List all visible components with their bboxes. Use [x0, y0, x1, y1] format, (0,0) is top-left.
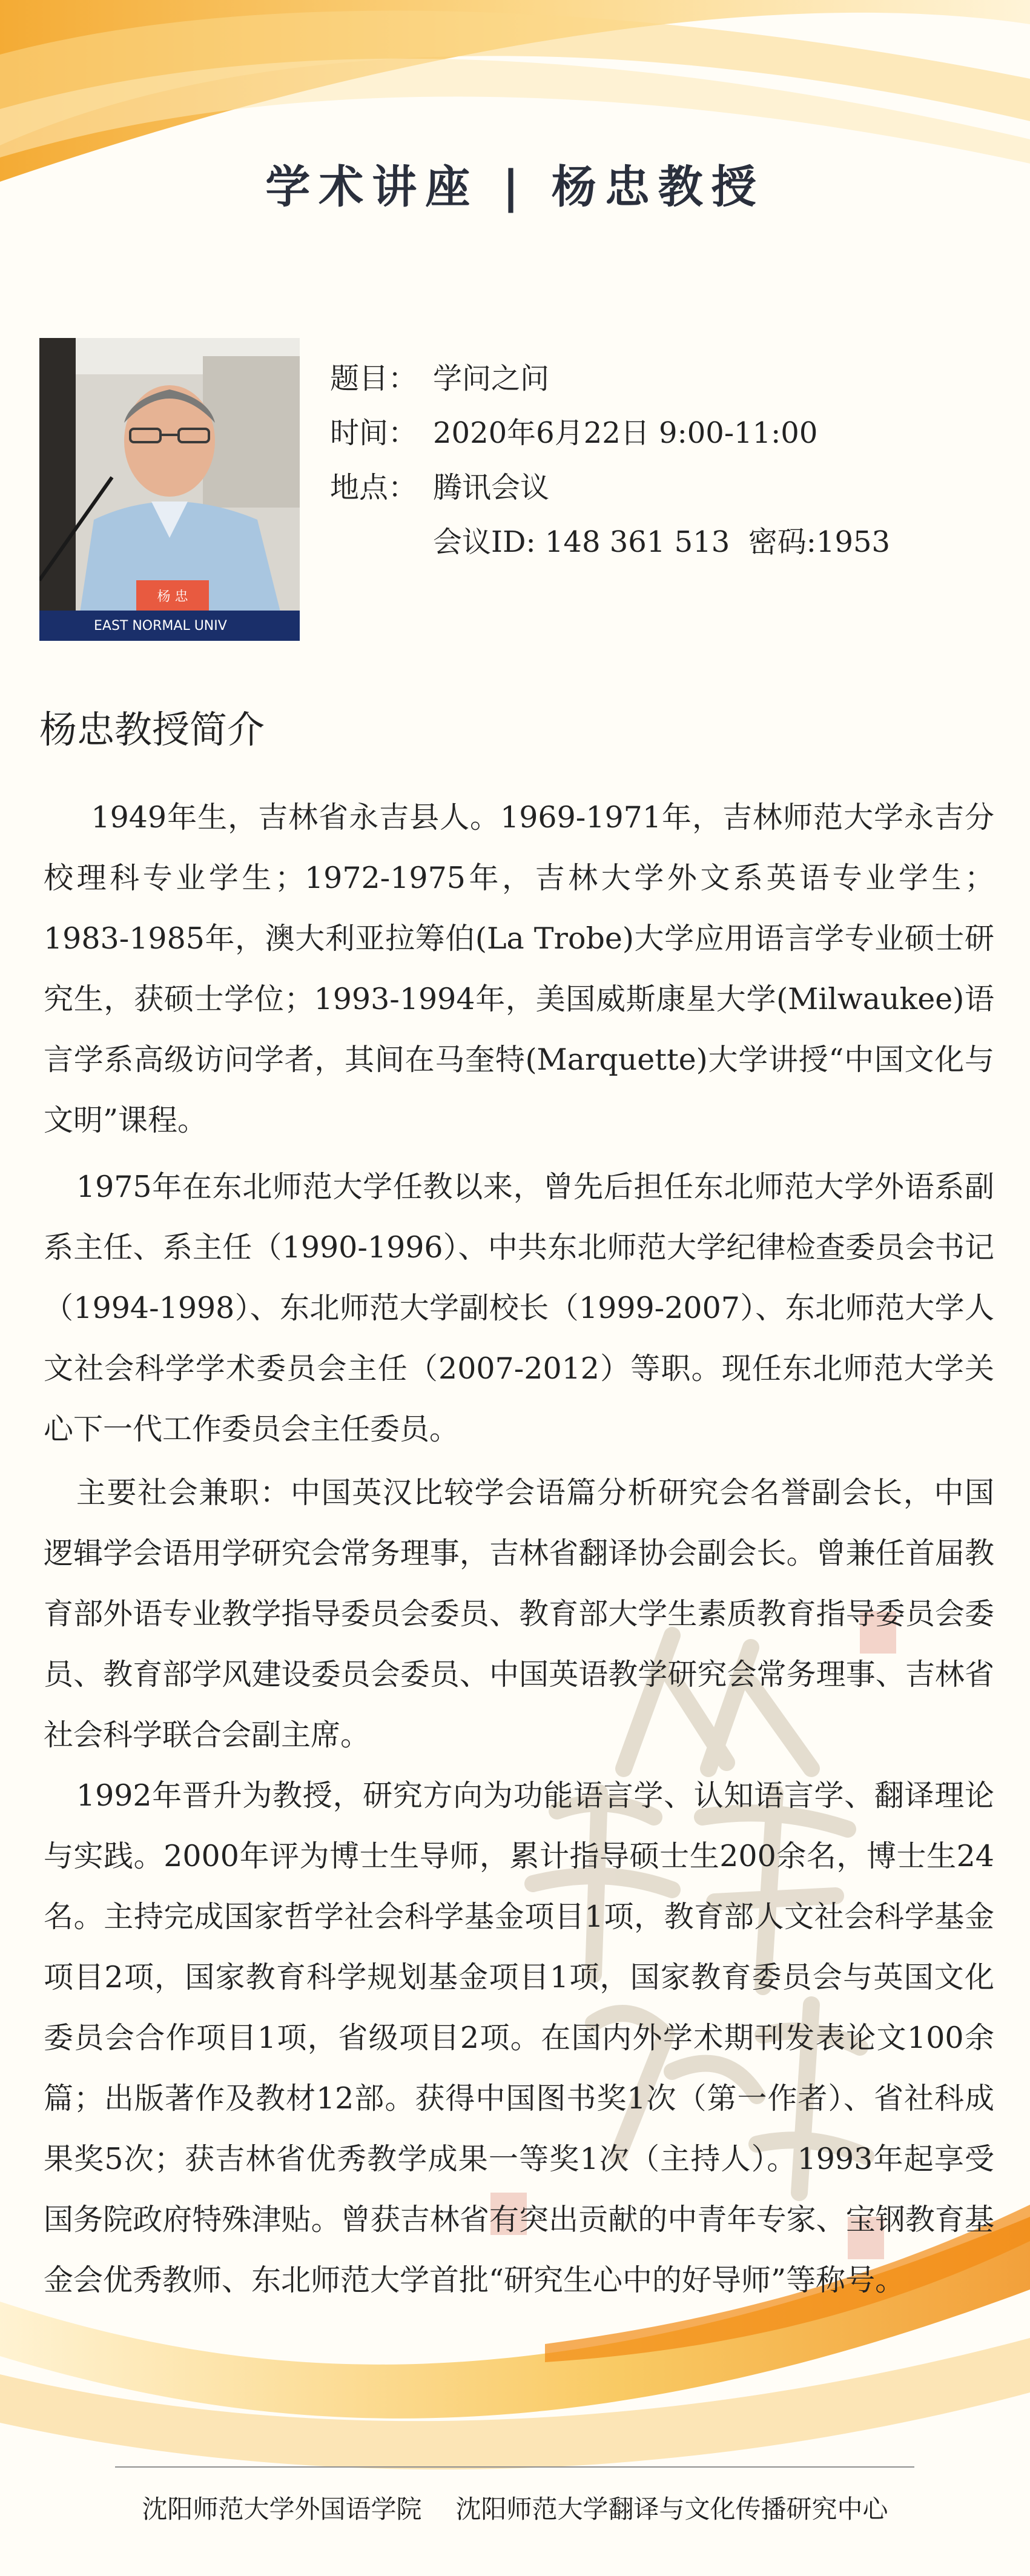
bio-heading: 杨忠教授简介 [39, 707, 265, 752]
bio-paragraph-2: 1975年在东北师范大学任教以来，曾先后担任东北师范大学外语系副系主任、系主任（1990-1996）、中共东北师范大学纪律检查委员会书记（1994-1998）、东北师范大学副校长（1999-2007）、东北师范大学人文社会科学学术委员会主任（2007-2012）等职。现任东北师范大学关心下一代工作委员会主任委员。 [44, 1170, 994, 1446]
bio-paragraph-4: 1992年晋升为教授，研究方向为功能语言学、认知语言学、翻译理论与实践。2000年评为博士生导师，累计指导硕士生200余名，博士生24名。主持完成国家哲学社会科学基金项目1项，教育部人文社会科学基金项目2项，国家教育科学规划基金项目1项，国家教育委员会与英国文化委员会合作项目1项，省级项目2项。在国内外学术期刊发表论文100余篇；出版著作及教材12部。获得中国图书奖1次（第一作者）、省社科成果奖5次；获吉林省优秀教学成果一等奖1次（主持人）。1993年起享受国务院政府特殊津贴。曾获吉林省有突出贡献的中青年专家、宝钢教育基金会优秀教师、东北师范大学首批“研究生心中的好导师”等称号。 [44, 1778, 994, 2297]
photo-banner-text: EAST NORMAL UNIV [94, 618, 227, 634]
bio-paragraph-1: 1949年生，吉林省永吉县人。1969-1971年，吉林师范大学永吉分校理科专业学生；1972-1975年，吉林大学外文系英语专业学生；1983-1985年，澳大利亚拉筹伯(La Trobe)大学应用语言学专业硕士研究生，获硕士学位；1993-1994年，美国威斯康星大学(Milwaukee)语言学系高级访问学者，其间在马奎特(Marquette)大学讲授“中国文化与文明”课程。 [44, 800, 995, 1137]
lecture-info [330, 351, 890, 569]
footer [0, 2489, 1030, 2526]
footer-org-2: 沈阳师范大学翻译与文化传播研究中心 [455, 2494, 888, 2524]
time-label: 时间： [330, 416, 418, 450]
topic-row [330, 351, 890, 406]
bio-paragraph-3: 主要社会兼职：中国英汉比较学会语篇分析研究会名誉副会长，中国逻辑学会语用学研究会常务理事，吉林省翻译协会副会长。曾兼任首届教育部外语专业教学指导委员会委员、教育部大学生素质教育指导委员会委员、教育部学风建设委员会委员、中国英语教学研究会常务理事、吉林省社会科学联合会副主席。 [44, 1475, 994, 1752]
nameplate: 杨 忠 [157, 589, 188, 604]
topic-label: 题目： [330, 362, 418, 396]
topic-value: 学问之问 [433, 362, 550, 396]
place-value: 腾讯会议 [433, 471, 550, 505]
time-value: 2020年6月22日 9:00-11:00 [433, 416, 818, 450]
meeting-info: 会议ID: 148 361 513 密码:1953 [433, 525, 891, 559]
speaker-photo [39, 338, 300, 641]
footer-divider [115, 2466, 914, 2468]
page-title: 学术讲座 | 杨忠教授 [265, 161, 765, 213]
place-label: 地点： [330, 471, 418, 505]
place-row [330, 460, 890, 515]
footer-org-1: 沈阳师范大学外国语学院 [142, 2494, 422, 2524]
time-row [330, 406, 890, 460]
